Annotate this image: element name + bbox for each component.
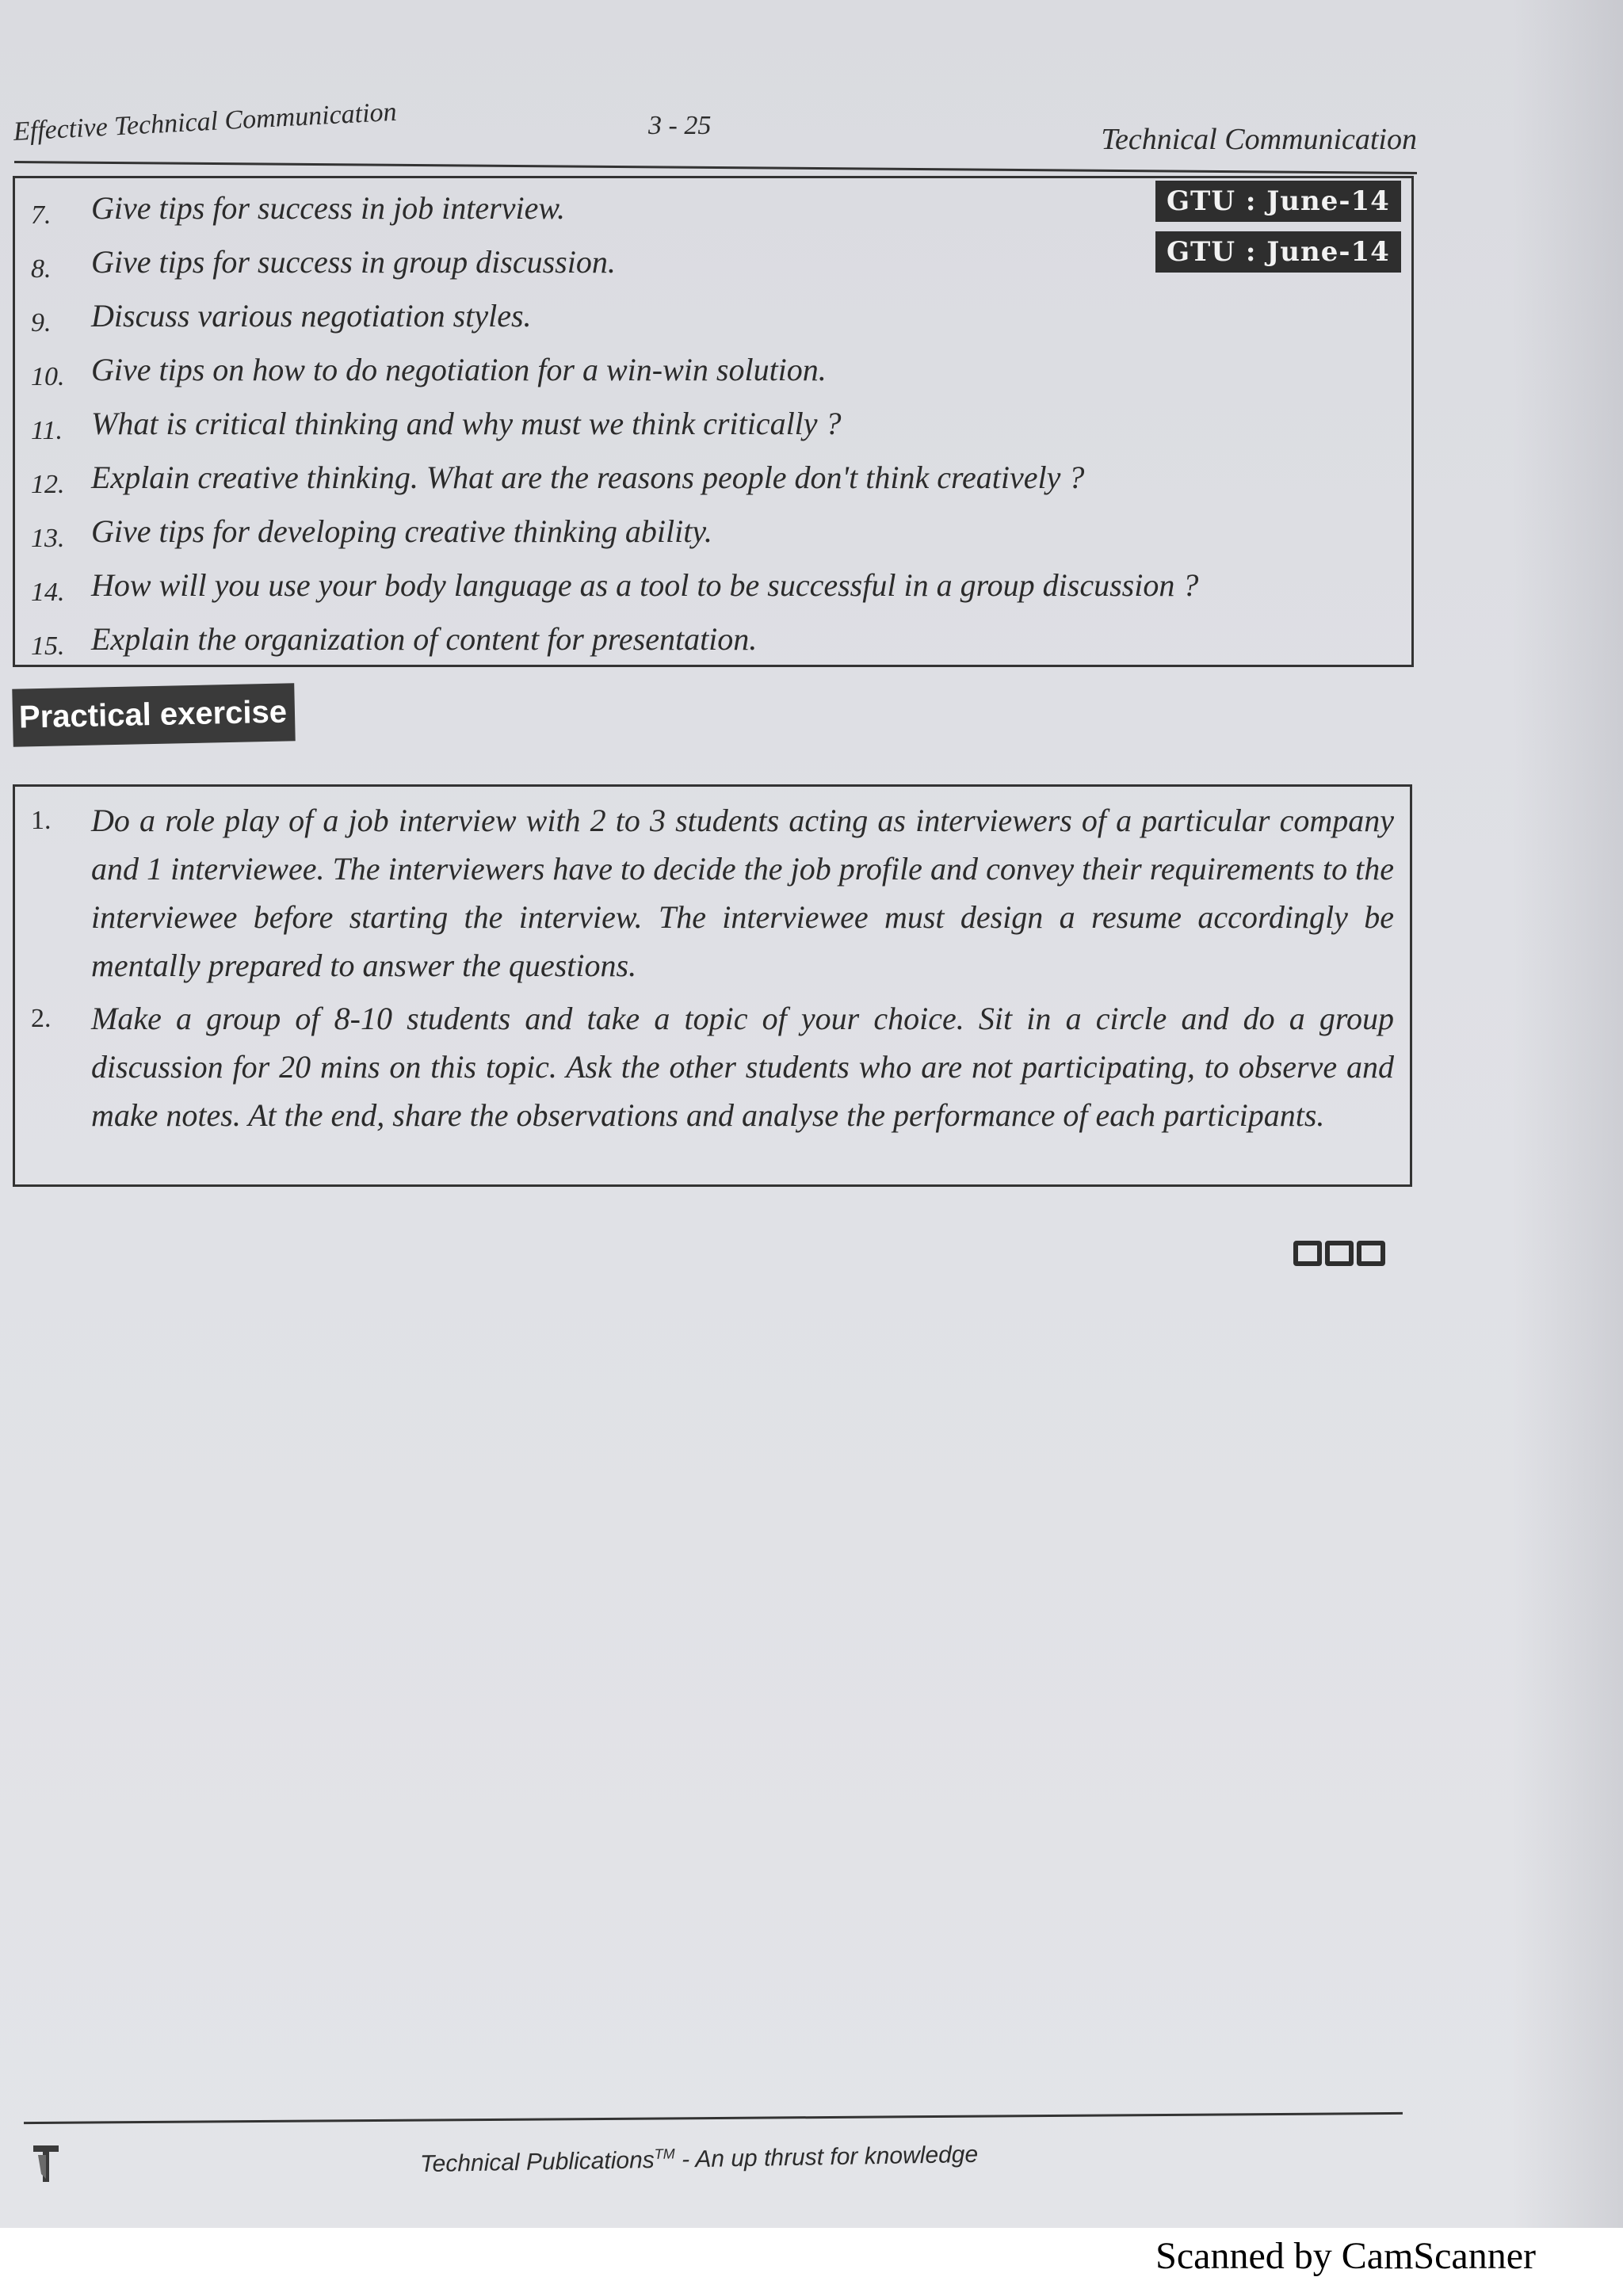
question-number: 13. xyxy=(31,524,65,553)
question-number: 8. xyxy=(31,254,52,284)
question-item xyxy=(31,340,1394,394)
footer-publisher xyxy=(420,2141,979,2178)
question-number: 10. xyxy=(31,362,65,391)
question-text: Give tips for developing creative thinking ability. xyxy=(91,513,712,549)
header-chapter-title: Technical Communication xyxy=(1101,123,1417,156)
question-text: Discuss various negotiation styles. xyxy=(91,298,532,334)
question-item xyxy=(31,448,1394,502)
header-book-title: Effective Technical Communication xyxy=(13,97,398,147)
question-number: 14. xyxy=(31,578,65,607)
tp-logo-icon xyxy=(30,2139,62,2187)
question-text: What is critical thinking and why must we think critically ? xyxy=(91,406,842,441)
question-number: 12. xyxy=(31,470,65,499)
practical-text: Make a group of 8-10 students and take a topic of your choice. Sit in a circle and do a group discussion for 20 mins on this topic. Ask the other students who are not participating, to observe and make notes. At the end, share the observations and analyse the performance of each participants. xyxy=(91,1001,1394,1133)
question-number: 9. xyxy=(31,308,52,338)
question-text: Give tips for success in group discussion. xyxy=(91,244,616,280)
practical-text: Do a role play of a job interview with 2 to 3 students acting as interviewers of a particular company and 1 interviewee. The interviewers have to decide the job profile and convey their requirements to the interviewee before starting the interview. The interviewee must design a resume accordingly be mentally prepared to answer the questions. xyxy=(91,803,1394,983)
practical-item xyxy=(31,796,1394,990)
square-icon xyxy=(1357,1241,1385,1266)
end-of-chapter-marks xyxy=(1293,1241,1385,1266)
question-text: Give tips for success in job interview. xyxy=(91,190,566,226)
question-text: Explain the organization of content for presentation. xyxy=(91,621,758,657)
question-number: 15. xyxy=(31,631,65,661)
question-item xyxy=(31,286,1394,340)
page-shadow xyxy=(1512,0,1623,2228)
square-icon xyxy=(1293,1241,1322,1266)
question-item xyxy=(31,555,1394,609)
exam-badge: GTU : June-14 xyxy=(1155,181,1401,222)
practical-number: 1. xyxy=(31,806,52,835)
square-icon xyxy=(1325,1241,1354,1266)
question-item xyxy=(31,609,1394,663)
question-number: 11. xyxy=(31,416,63,445)
practical-item xyxy=(31,994,1394,1139)
section-label-practical: Practical exercise xyxy=(12,683,295,746)
page-header xyxy=(13,97,1417,181)
question-text: How will you use your body language as a tool to be successful in a group discussion ? xyxy=(91,567,1199,603)
practical-number: 2. xyxy=(31,1004,52,1033)
footer-rule xyxy=(24,2112,1403,2124)
exam-badge: GTU : June-14 xyxy=(1155,231,1401,273)
publisher-name: Technical Publications xyxy=(419,2146,655,2178)
question-number: 7. xyxy=(31,200,52,230)
page-number: 3 - 25 xyxy=(648,111,712,140)
question-text: Give tips on how to do negotiation for a win-win solution. xyxy=(91,352,827,387)
question-item xyxy=(31,394,1394,448)
publisher-tagline: - An up thrust for knowledge xyxy=(681,2141,979,2173)
header-rule xyxy=(14,161,1417,174)
scanner-watermark: Scanned by CamScanner xyxy=(1155,2235,1536,2277)
question-item xyxy=(31,502,1394,555)
question-text: Explain creative thinking. What are the reasons people don't think creatively ? xyxy=(91,460,1085,495)
trademark: TM xyxy=(654,2145,675,2162)
practical-box xyxy=(13,784,1412,1187)
